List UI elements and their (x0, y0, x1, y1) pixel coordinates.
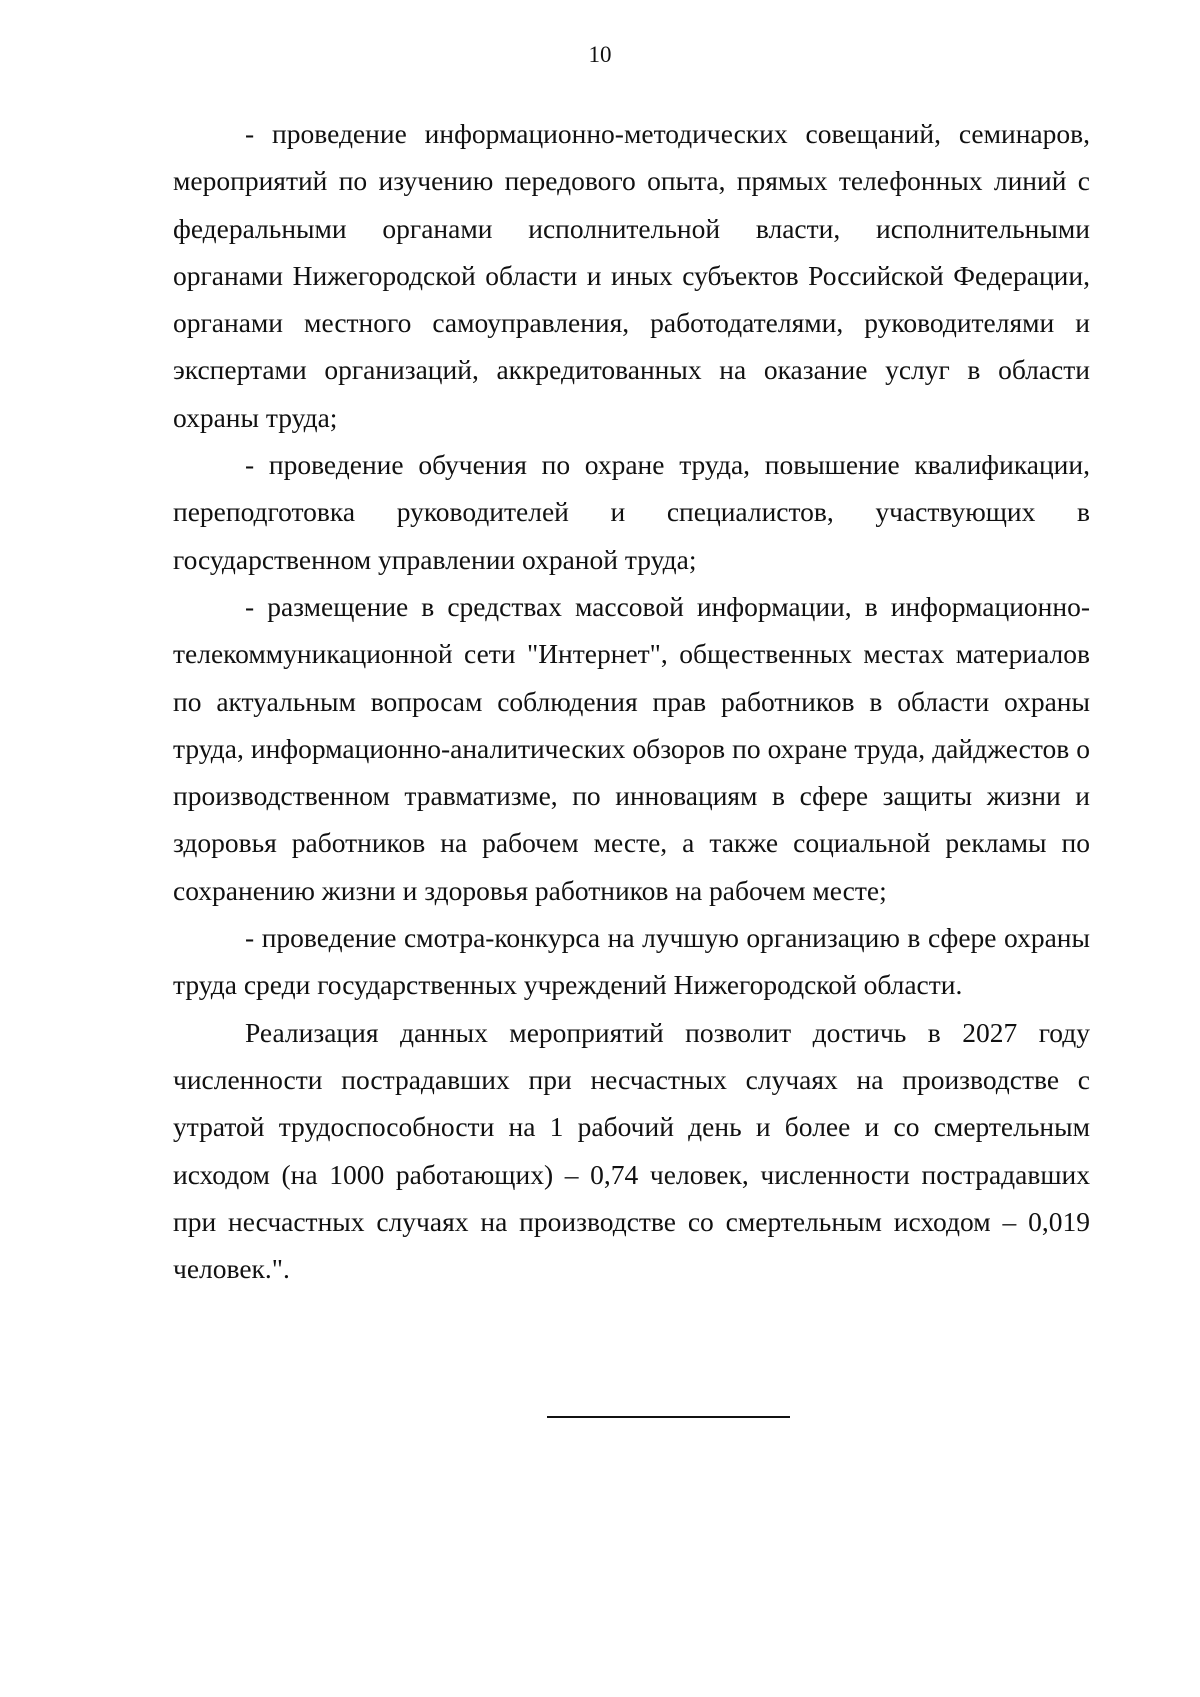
end-separator-line (547, 1416, 790, 1418)
page-number: 10 (588, 42, 612, 67)
paragraph-media: - размещение в средствах массовой информации, в информационно-телекоммуникационной сети "Интернет", общественных местах материалов по актуальным вопросам соблюдения прав работников в области охраны труда, информационно-аналитических обзоров по охране труда, дайджестов о производственном травматизме, по инновациям в сфере защиты жизни и здоровья работников на рабочем месте, а также социальной рекламы по сохранению жизни и здоровья работников на рабочем месте; (173, 590, 1090, 906)
paragraph-conclusion: Реализация данных мероприятий позволит достичь в 2027 году численности пострадавших при несчастных случаях на производстве с утратой трудоспособности на 1 рабочий день и более и со смертельным исходом (на 1000 работающих) – 0,74 человек, численности пострадавших при несчастных случаях на производстве со смертельным исходом – 0,019 человек.". (173, 1016, 1090, 1285)
paragraph-contest: - проведение смотра-конкурса на лучшую организацию в сфере охраны труда среди государственных учреждений Нижегородской области. (173, 922, 1090, 1001)
paragraph-training: - проведение обучения по охране труда, повышение квалификации, переподготовка руководителей и специалистов, участвующих в государственном управлении охраной труда; (173, 449, 1090, 575)
document-body (173, 110, 1090, 1292)
paragraph-consultations: - проведение информационно-методических совещаний, семинаров, мероприятий по изучению передового опыта, прямых телефонных линий с федеральными органами исполнительной власти, исполнительными органами Нижегородской области и иных субъектов Российской Федерации, органами местного самоуправления, работодателями, руководителями и экспертами организаций, аккредитованных на оказание услуг в области охраны труда; (173, 118, 1090, 433)
